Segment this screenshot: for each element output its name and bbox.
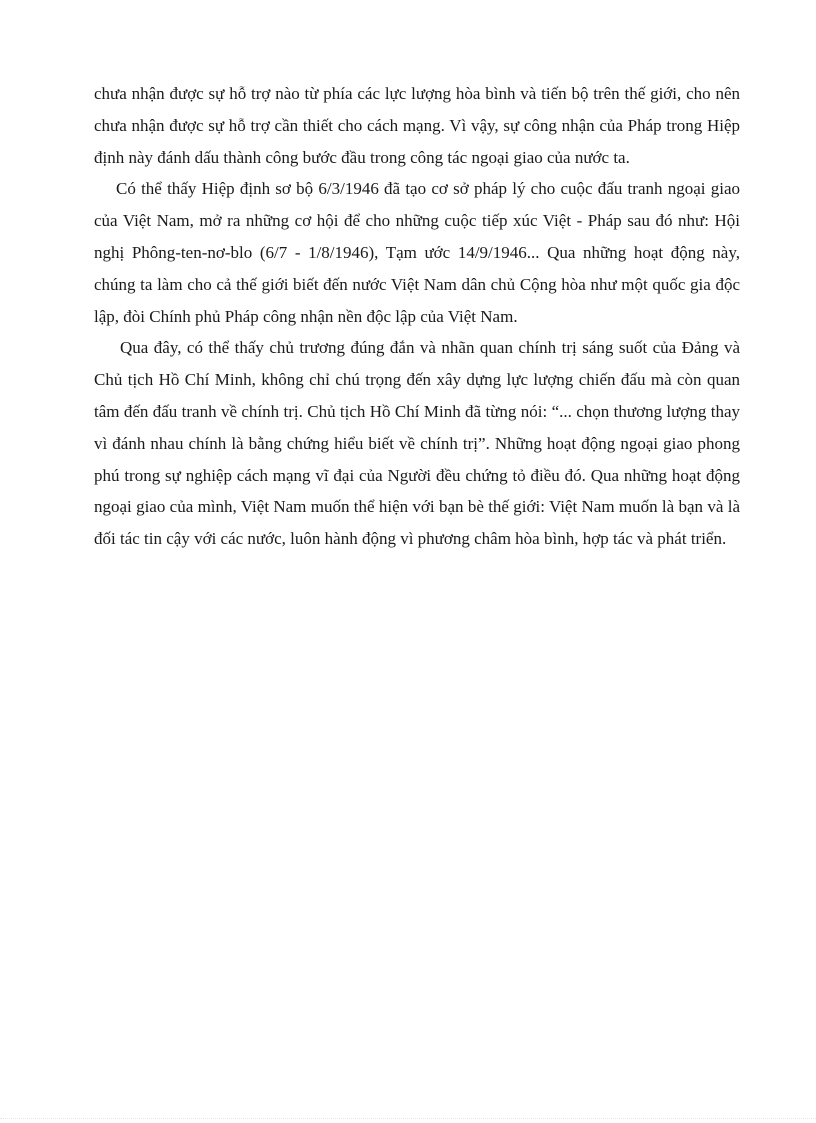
document-body: [94, 78, 740, 555]
page-bottom-border: [0, 1118, 816, 1119]
paragraph-continuation: chưa nhận được sự hỗ trợ nào từ phía các lực lượng hòa bình và tiến bộ trên thế giới, cho nên chưa nhận được sự hỗ trợ cần thiết cho cách mạng. Vì vậy, sự công nhận của Pháp trong Hiệp định này đánh dấu thành công bước đầu trong công tác ngoại giao của nước ta.: [94, 84, 740, 167]
paragraph-geneva-accord: Có thể thấy Hiệp định sơ bộ 6/3/1946 đã tạo cơ sở pháp lý cho cuộc đấu tranh ngoại giao của Việt Nam, mở ra những cơ hội để cho những cuộc tiếp xúc Việt - Pháp sau đó như: Hội nghị Phông-ten-nơ-blo (6/7 - 1/8/1946), Tạm ước 14/9/1946... Qua những hoạt động này, chúng ta làm cho cả thế giới biết đến nước Việt Nam dân chủ Cộng hòa như một quốc gia độc lập, đòi Chính phủ Pháp công nhận nền độc lập của Việt Nam.: [94, 179, 740, 326]
paragraph-conclusion: Qua đây, có thể thấy chủ trương đúng đắn và nhãn quan chính trị sáng suốt của Đảng và Chủ tịch Hồ Chí Minh, không chỉ chú trọng đến xây dựng lực lượng chiến đấu mà còn quan tâm đến đấu tranh về chính trị. Chủ tịch Hồ Chí Minh đã từng nói: “... chọn thương lượng thay vì đánh nhau chính là bằng chứng hiểu biết về chính trị”. Những hoạt động ngoại giao phong phú trong sự nghiệp cách mạng vĩ đại của Người đều chứng tỏ điều đó. Qua những hoạt động ngoại giao của mình, Việt Nam muốn thể hiện với bạn bè thế giới: Việt Nam muốn là bạn và là đối tác tin cậy với các nước, luôn hành động vì phương châm hòa bình, hợp tác và phát triển.: [94, 338, 740, 549]
